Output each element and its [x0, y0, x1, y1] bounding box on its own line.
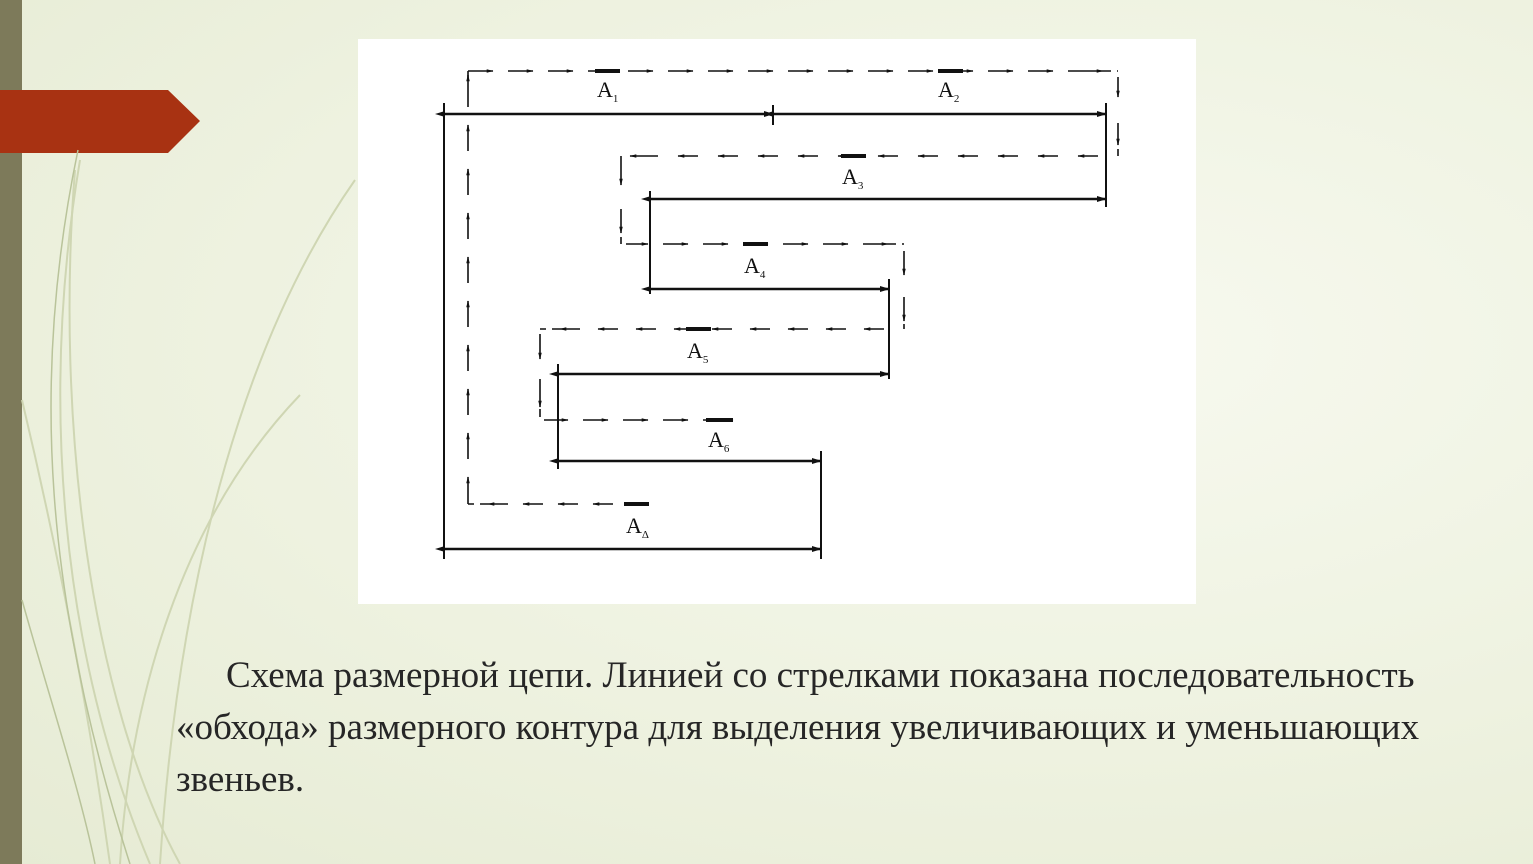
link-label-a6: $A_6$	[708, 427, 730, 455]
dimension-chain-figure	[358, 39, 1196, 604]
extension-lines	[444, 103, 1106, 559]
dimension-chain-drawing	[358, 39, 1196, 604]
dimension-lines	[444, 114, 1106, 549]
link-label-a3: $A_3$	[842, 164, 864, 192]
figure-caption: Схема размерной цепи. Линией со стрелками показана последовательность «обхода» размерного контура для выделения увеличивающих и уменьшающих звеньев.	[176, 655, 1420, 800]
link-label-a5: $A_5$	[687, 338, 709, 366]
traversal-path	[468, 71, 1118, 504]
link-label-a1: $A_1$	[597, 77, 619, 105]
link-label-a-delta: $A_\Delta$	[626, 513, 649, 541]
link-label-a2: $A_2$	[938, 77, 960, 105]
link-label-a4: $A_4$	[744, 253, 766, 281]
traversal-corners	[468, 71, 1118, 504]
